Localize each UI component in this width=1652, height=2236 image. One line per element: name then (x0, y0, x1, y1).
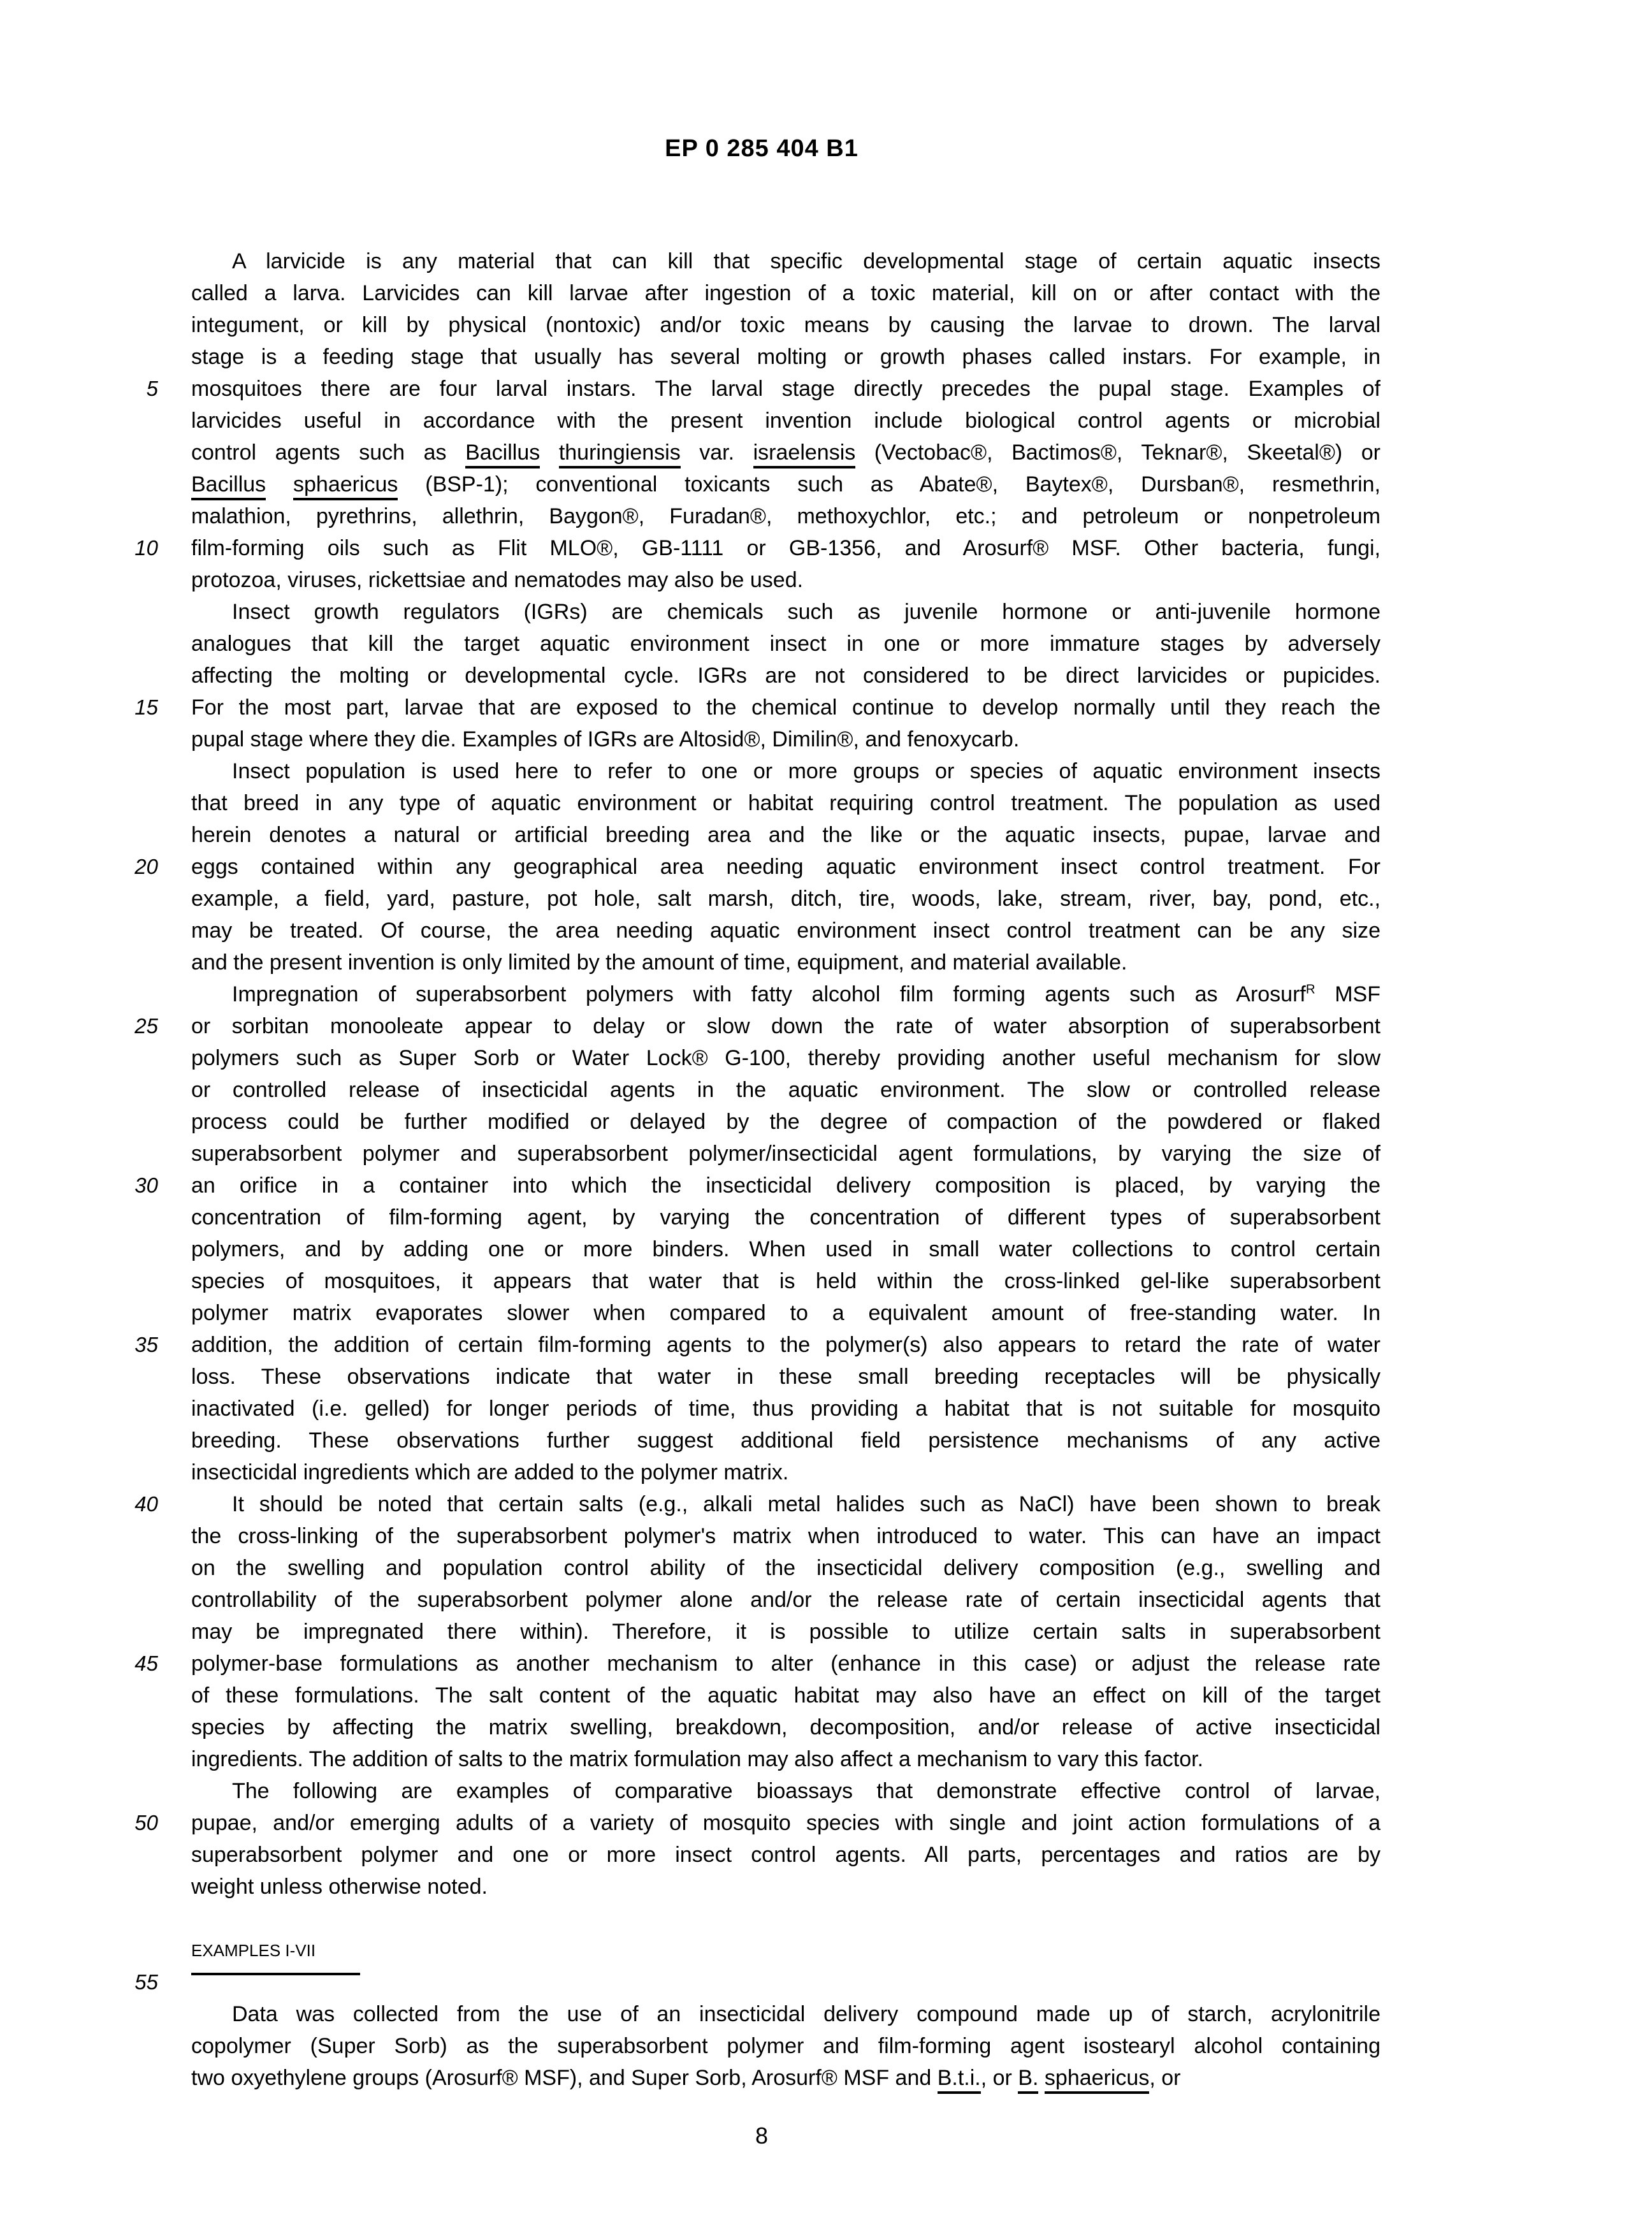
margin-line-number: 30 (134, 1173, 158, 1197)
text-line: two oxyethylene groups (Arosurf® MSF), and Super Sorb, Arosurf® MSF and B.t.i., or B. sphaericus, or (191, 2062, 1380, 2094)
text-line: polymers, and by adding one or more binders. When used in small water collections to control certain (191, 1237, 1380, 1261)
text-line: an orifice in a container into which the insecticidal delivery composition is placed, by varying the (191, 1173, 1380, 1198)
margin-line-number: 15 (134, 695, 158, 719)
underlined-term: Bacillus (465, 440, 540, 468)
margin-line-number: 10 (134, 536, 158, 560)
underlined-term: thuringiensis (559, 440, 681, 468)
text-line: affecting the molting or developmental cycle. IGRs are not considered to be direct larvicides or pupicides. (191, 664, 1380, 688)
margin-line-number: 35 (134, 1333, 158, 1356)
text-line: that breed in any type of aquatic environment or habitat requiring control treatment. The population as used (191, 791, 1380, 815)
text-line: may be treated. Of course, the area needing aquatic environment insect control treatment can be any size (191, 918, 1380, 943)
text-line: inactivated (i.e. gelled) for longer periods of time, thus providing a habitat that is not suitable for mosquito (191, 1397, 1380, 1421)
text-line: For the most part, larvae that are exposed to the chemical continue to develop normally until they reach the (191, 695, 1380, 720)
margin-line-number: 50 (134, 1811, 158, 1834)
text-line: polymer matrix evaporates slower when compared to a equivalent amount of free-standing water. In (191, 1301, 1380, 1325)
text-line: the cross-linking of the superabsorbent polymer's matrix when introduced to water. This can have an impact (191, 1524, 1380, 1548)
margin-line-number: 40 (134, 1492, 158, 1516)
body-text-block (134, 245, 1380, 2094)
text-line: concentration of film-forming agent, by varying the concentration of different types of superabsorbent (191, 1205, 1380, 1230)
margin-line-number: 45 (134, 1652, 158, 1675)
text-line: polymer-base formulations as another mechanism to alter (enhance in this case) or adjust the release rate (191, 1652, 1380, 1676)
text-line: control agents such as Bacillus thuringiensis var. israelensis (Vectobac®, Bactimos®, Teknar®, Skeetal®) or (191, 437, 1380, 468)
text-line: on the swelling and population control ability of the insecticidal delivery composition (e.g., swelling and (191, 1556, 1380, 1580)
text-line: It should be noted that certain salts (e.g., alkali metal halides such as NaCl) have been shown to break (232, 1492, 1380, 1516)
margin-line-number: 55 (134, 1970, 158, 1994)
text-line: A larvicide is any material that can kill that specific developmental stage of certain aquatic insects (232, 249, 1380, 273)
text-line: superabsorbent polymer and one or more insect control agents. All parts, percentages and ratios are by (191, 1843, 1380, 1867)
text-line: copolymer (Super Sorb) as the superabsorbent polymer and film-forming agent isostearyl alcohol containing (191, 2034, 1380, 2058)
superscript-mark: R (1305, 982, 1315, 997)
text-line: breeding. These observations further suggest additional field persistence mechanisms of any active (191, 1428, 1380, 1453)
text-line: Insect growth regulators (IGRs) are chemicals such as juvenile hormone or anti-juvenile hormone (232, 600, 1380, 624)
text-line: loss. These observations indicate that water in these small breeding receptacles will be physically (191, 1365, 1380, 1389)
text-line: mosquitoes there are four larval instars. The larval stage directly precedes the pupal stage. Examples of (191, 377, 1380, 401)
text-line: ingredients. The addition of salts to the matrix formulation may also affect a mechanism to vary this factor. (191, 1747, 1204, 1771)
text-line: species of mosquitoes, it appears that water that is held within the cross-linked gel-like superabsorbent (191, 1269, 1380, 1293)
text-line: film-forming oils such as Flit MLO®, GB-1111 or GB-1356, and Arosurf® MSF. Other bacteria, fungi, (191, 536, 1380, 560)
underlined-term: sphaericus (1045, 2066, 1149, 2094)
text-line: polymers such as Super Sorb or Water Lock® G-100, thereby providing another useful mechanism for slow (191, 1046, 1380, 1070)
text-line: protozoa, viruses, rickettsiae and nematodes may also be used. (191, 568, 804, 592)
text-line: example, a field, yard, pasture, pot hole, salt marsh, ditch, tire, woods, lake, stream, river, bay, pond, etc., (191, 887, 1380, 911)
text-line: analogues that kill the target aquatic environment insect in one or more immature stages by adversely (191, 632, 1380, 656)
text-line: or sorbitan monooleate appear to delay or slow down the rate of water absorption of superabsorbent (191, 1014, 1380, 1038)
section-heading-text: EXAMPLES I-VII (191, 1935, 360, 1975)
underlined-term: B.t.i. (938, 2066, 981, 2094)
blank-line (191, 1966, 1380, 1998)
underlined-term: israelensis (753, 440, 856, 468)
text-line: of these formulations. The salt content of the aquatic habitat may also have an effect on kill of the target (191, 1683, 1380, 1708)
underlined-term: B. (1018, 2066, 1038, 2094)
text-line: controllability of the superabsorbent polymer alone and/or the release rate of certain insecticidal agents that (191, 1588, 1380, 1612)
blank-line (191, 1903, 1380, 1935)
text-line: Data was collected from the use of an insecticidal delivery compound made up of starch, acrylonitrile (232, 2002, 1380, 2026)
margin-line-number: 20 (134, 855, 158, 878)
text-line: may be impregnated there within). Therefore, it is possible to utilize certain salts in superabsorbent (191, 1620, 1380, 1644)
text-line: weight unless otherwise noted. (191, 1875, 488, 1899)
section-heading (191, 1935, 1380, 1966)
text-line: superabsorbent polymer and superabsorbent polymer/insecticidal agent formulations, by varying the size of (191, 1142, 1380, 1166)
text-line: addition, the addition of certain film-forming agents to the polymer(s) also appears to retard the rate of water (191, 1333, 1380, 1357)
text-line: stage is a feeding stage that usually has several molting or growth phases called instars. For example, in (191, 345, 1380, 369)
underlined-term: Bacillus (191, 472, 266, 500)
document-number-header: EP 0 285 404 B1 (665, 135, 859, 162)
text-line: integument, or kill by physical (nontoxic) and/or toxic means by causing the larvae to drown. The larval (191, 313, 1380, 337)
page-number: 8 (755, 2123, 769, 2149)
text-line: pupal stage where they die. Examples of IGRs are Altosid®, Dimilin®, and fenoxycarb. (191, 727, 1020, 751)
text-line: pupae, and/or emerging adults of a variety of mosquito species with single and joint action formulations of a (191, 1811, 1380, 1835)
text-line: species by affecting the matrix swelling, breakdown, decomposition, and/or release of active insecticidal (191, 1715, 1380, 1739)
text-line: Bacillus sphaericus (BSP-1); conventional toxicants such as Abate®, Baytex®, Dursban®, resmethrin, (191, 468, 1380, 500)
text-line: Insect population is used here to refer to one or more groups or species of aquatic environment insects (232, 759, 1380, 783)
text-line: called a larva. Larvicides can kill larvae after ingestion of a toxic material, kill on or after contact with the (191, 281, 1380, 305)
text-line: insecticidal ingredients which are added to the polymer matrix. (191, 1460, 789, 1485)
text-line: and the present invention is only limited by the amount of time, equipment, and material available. (191, 950, 1127, 975)
margin-line-number: 25 (134, 1014, 158, 1038)
text-line: or controlled release of insecticidal agents in the aquatic environment. The slow or controlled release (191, 1078, 1380, 1102)
margin-line-number: 5 (146, 377, 158, 400)
text-line: malathion, pyrethrins, allethrin, Baygon®, Furadan®, methoxychlor, etc.; and petroleum or nonpetroleum (191, 504, 1380, 528)
text-line: Impregnation of superabsorbent polymers with fatty alcohol film forming agents such as Arosurf$^R$ MSF (232, 982, 1380, 1006)
text-line: larvicides useful in accordance with the present invention include biological control agents or microbial (191, 409, 1380, 433)
text-line: herein denotes a natural or artificial breeding area and the like or the aquatic insects, pupae, larvae and (191, 823, 1380, 847)
underlined-term: sphaericus (293, 472, 398, 500)
text-line: process could be further modified or delayed by the degree of compaction of the powdered or flaked (191, 1110, 1380, 1134)
text-line: The following are examples of comparative bioassays that demonstrate effective control of larvae, (232, 1779, 1380, 1803)
text-line: eggs contained within any geographical area needing aquatic environment insect control treatment. For (191, 855, 1380, 879)
